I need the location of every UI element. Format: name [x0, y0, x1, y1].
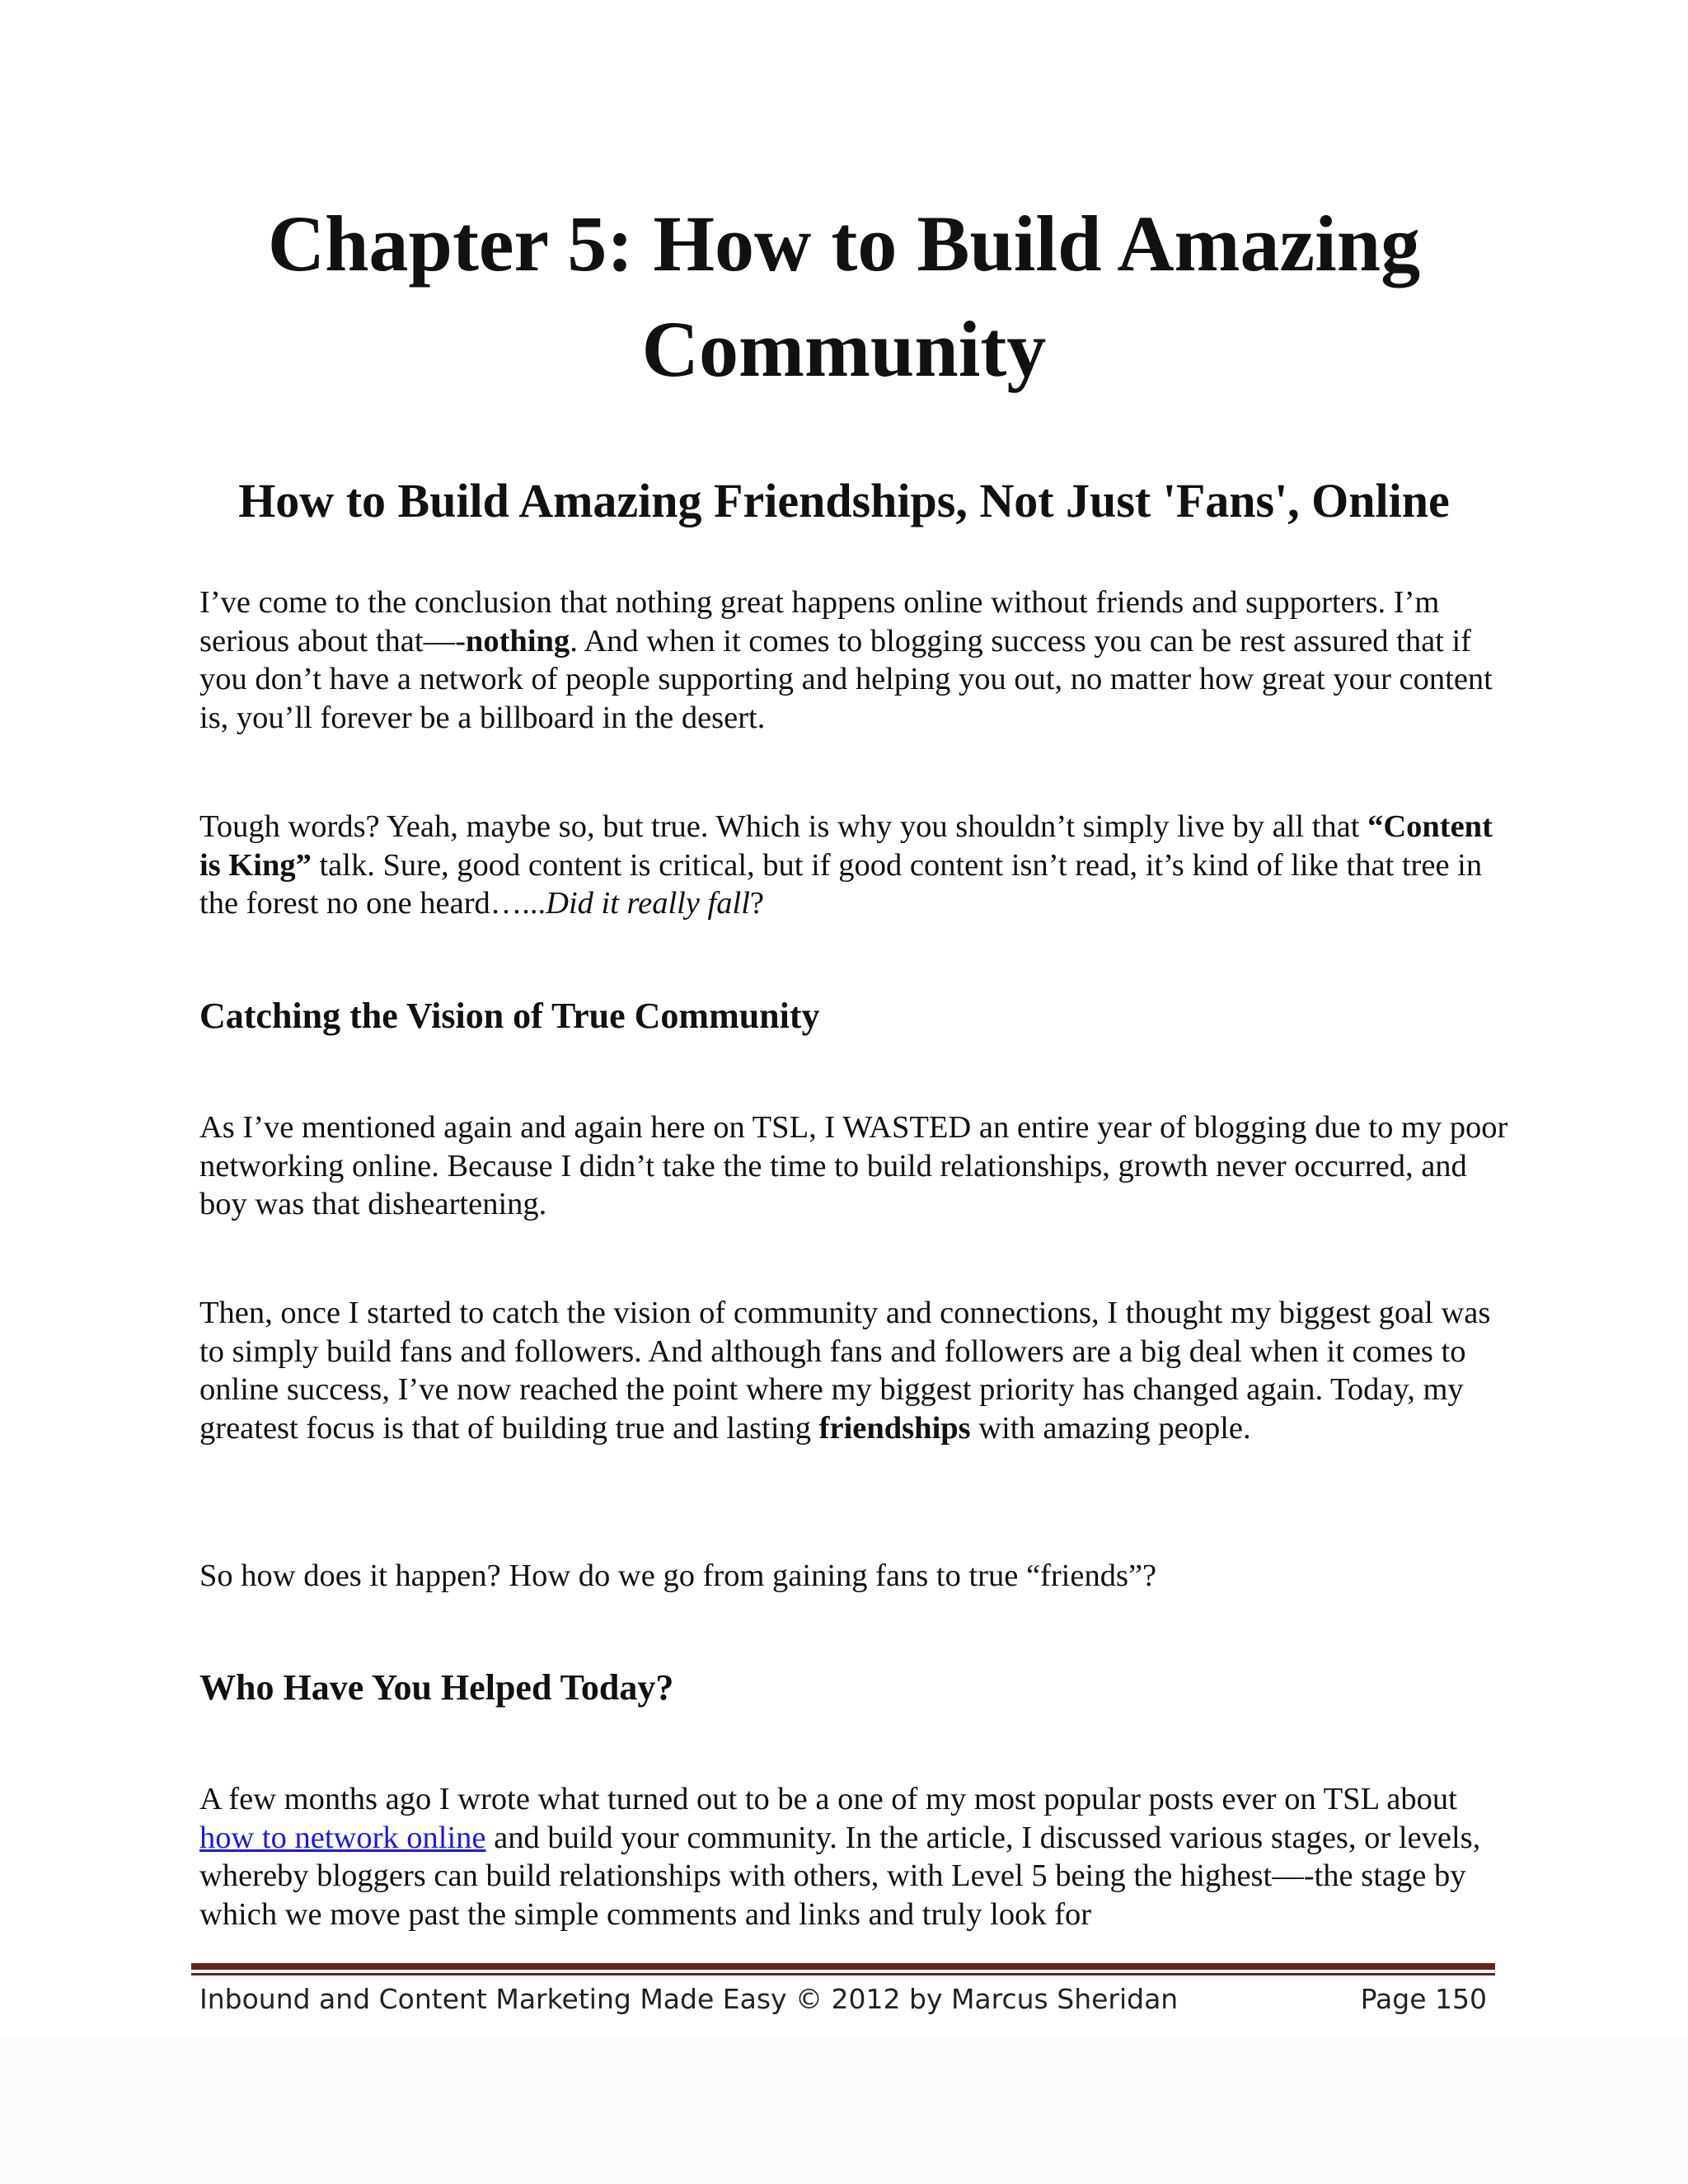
- paragraph-2-italic: Did it really fall: [546, 886, 750, 921]
- paragraph-4-bold-friendships: friendships: [818, 1410, 971, 1446]
- heading-catching-the-vision: Catching the Vision of True Community: [199, 996, 820, 1036]
- paragraph-5: So how does it happen? How do we go from gaining fans to true “friends”?: [199, 1558, 1157, 1593]
- footer-page-number: Page 150: [1360, 1983, 1487, 2015]
- paragraph-2-text-e: ?: [749, 886, 764, 921]
- chapter-title-line-2: Community: [641, 305, 1047, 393]
- link-how-to-network-online[interactable]: how to network online: [199, 1820, 486, 1855]
- paragraph-6-text-a: A few months ago I wrote what turned out to be a one of my most popular posts ever on TSL about: [199, 1782, 1457, 1816]
- chapter-title: [148, 191, 1540, 402]
- paragraph-1: [199, 583, 1510, 737]
- paragraph-4-text-c: with amazing people.: [970, 1410, 1251, 1446]
- paragraph-2-text-a: Tough words? Yeah, maybe so, but true. Which is why you shouldn’t simply live by all that: [199, 809, 1368, 844]
- paragraph-6-text-b: and build your community. In the article, I discussed various stages, or levels, whereby bloggers can build relationships with others, with Level 5 being the highest—-the stage by which we move past the simple comments and links and truly look for: [199, 1820, 1481, 1932]
- chapter-title-line-1: Chapter 5: How to Build Amazing: [267, 199, 1421, 288]
- paragraph-4-text-a: Then, once I started to catch the vision of community and connections, I thought my biggest goal was to simply build fans and followers. And although fans and followers are a big deal when it comes to online success, I’ve now reached the point where my biggest priority has changed again. Today, my greatest focus is that of building true and lasting: [199, 1296, 1491, 1446]
- paragraph-2-bold-content-is-king: “Content is King”: [199, 809, 1493, 883]
- paragraph-3: As I’ve mentioned again and again here on TSL, I WASTED an entire year of blogging due to my poor networking online. Because I didn’t take the time to build relationships, growth never occurred, and boy was that disheartening.: [199, 1110, 1508, 1221]
- paragraph-2: [199, 808, 1510, 923]
- footer-rule-thin: [191, 1973, 1495, 1975]
- paragraph-1-bold-nothing: nothing: [465, 623, 570, 658]
- paragraph-6: [199, 1780, 1510, 1933]
- paragraph-4: [199, 1294, 1510, 1447]
- heading-who-have-you-helped: Who Have You Helped Today?: [199, 1667, 674, 1708]
- footer-copyright: Inbound and Content Marketing Made Easy © 2012 by Marcus Sheridan: [199, 1983, 1179, 2015]
- page-bottom-shade: [0, 2036, 1688, 2184]
- footer-rule-thick: [191, 1963, 1495, 1970]
- section-subtitle: How to Build Amazing Friendships, Not Just 'Fans', Online: [238, 474, 1450, 527]
- paragraph-1-text-a: I’ve come to the conclusion that nothing great happens online without friends and supporters. I’m serious about that—-: [199, 585, 1440, 658]
- paragraph-2-text-c: talk. Sure, good content is critical, but if good content isn’t read, it’s kind of like that tree in the forest no one heard…...: [199, 847, 1483, 921]
- paragraph-1-text-c: . And when it comes to blogging success you can be rest assured that if you don’t have a network of people supporting and helping you out, no matter how great your content is, you’ll forever be a billboard in the desert.: [199, 623, 1493, 735]
